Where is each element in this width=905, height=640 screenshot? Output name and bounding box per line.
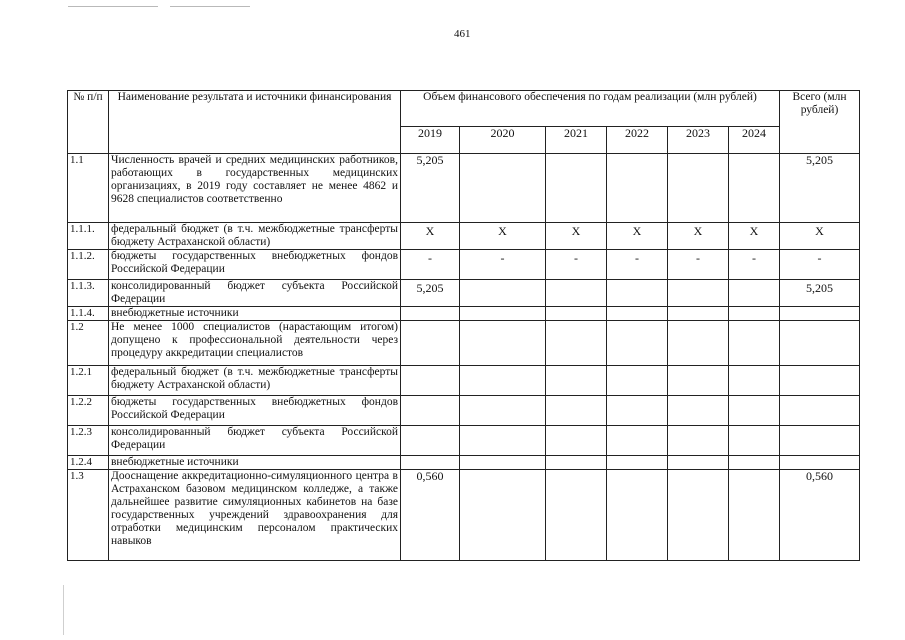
year-value-cell: X xyxy=(729,223,780,250)
year-value-cell xyxy=(607,154,668,223)
header-name: Наименование результата и источники финансирования xyxy=(109,91,401,154)
year-value-cell xyxy=(668,366,729,396)
total-value-cell: - xyxy=(780,250,860,280)
year-value-cell xyxy=(546,456,607,470)
total-value-cell: 0,560 xyxy=(780,470,860,561)
year-value-cell xyxy=(460,456,546,470)
year-value-cell xyxy=(729,307,780,321)
year-value-cell: - xyxy=(401,250,460,280)
row-number: 1.1 xyxy=(68,154,109,223)
table-row xyxy=(68,366,860,396)
year-value-cell xyxy=(668,154,729,223)
table-row xyxy=(68,396,860,426)
row-name: федеральный бюджет (в т.ч. межбюджетные трансферты бюджету Астраханской области) xyxy=(109,223,401,250)
year-value-cell xyxy=(668,396,729,426)
year-value-cell xyxy=(729,456,780,470)
scan-artifact-line xyxy=(63,585,64,635)
year-value-cell xyxy=(401,396,460,426)
year-value-cell xyxy=(546,280,607,307)
header-year: 2024 xyxy=(729,127,780,154)
table-row xyxy=(68,223,860,250)
table-row xyxy=(68,321,860,366)
year-value-cell xyxy=(546,154,607,223)
year-value-cell xyxy=(607,426,668,456)
total-value-cell: 5,205 xyxy=(780,280,860,307)
year-value-cell xyxy=(460,470,546,561)
row-number: 1.2 xyxy=(68,321,109,366)
table-row xyxy=(68,154,860,223)
year-value-cell: X xyxy=(607,223,668,250)
year-value-cell xyxy=(729,366,780,396)
table-row xyxy=(68,426,860,456)
year-value-cell xyxy=(729,280,780,307)
year-value-cell xyxy=(668,426,729,456)
year-value-cell: X xyxy=(401,223,460,250)
scan-artifact-line xyxy=(68,6,158,7)
year-value-cell: - xyxy=(460,250,546,280)
year-value-cell xyxy=(546,307,607,321)
year-value-cell xyxy=(668,307,729,321)
header-years-group: Объем финансового обеспечения по годам реализации (млн рублей) xyxy=(401,91,780,127)
total-value-cell xyxy=(780,321,860,366)
total-value-cell xyxy=(780,396,860,426)
total-value-cell: 5,205 xyxy=(780,154,860,223)
row-number: 1.2.3 xyxy=(68,426,109,456)
year-value-cell: 5,205 xyxy=(401,154,460,223)
year-value-cell xyxy=(460,396,546,426)
header-year: 2022 xyxy=(607,127,668,154)
row-name: бюджеты государственных внебюджетных фондов Российской Федерации xyxy=(109,396,401,426)
row-name: внебюджетные источники xyxy=(109,307,401,321)
row-name: федеральный бюджет (в т.ч. межбюджетные трансферты бюджету Астраханской области) xyxy=(109,366,401,396)
table-row xyxy=(68,250,860,280)
table-row xyxy=(68,280,860,307)
row-number: 1.1.4. xyxy=(68,307,109,321)
year-value-cell xyxy=(401,307,460,321)
year-value-cell xyxy=(401,321,460,366)
total-value-cell xyxy=(780,426,860,456)
year-value-cell xyxy=(546,396,607,426)
row-name: консолидированный бюджет субъекта Российской Федерации xyxy=(109,426,401,456)
total-value-cell: X xyxy=(780,223,860,250)
row-name: Численность врачей и средних медицинских работников, работающих в государственных медицинских организациях, в 2019 году составляет не менее 4862 и 9628 специалистов соответственно xyxy=(109,154,401,223)
year-value-cell xyxy=(546,470,607,561)
year-value-cell xyxy=(546,321,607,366)
header-num: № п/п xyxy=(68,91,109,154)
year-value-cell xyxy=(460,366,546,396)
year-value-cell xyxy=(607,396,668,426)
header-year: 2021 xyxy=(546,127,607,154)
year-value-cell xyxy=(668,321,729,366)
row-number: 1.1.2. xyxy=(68,250,109,280)
year-value-cell xyxy=(607,307,668,321)
year-value-cell xyxy=(668,470,729,561)
row-name: Не менее 1000 специалистов (нарастающим итогом) допущено к профессиональной деятельности через процедуру аккредитации специалистов xyxy=(109,321,401,366)
row-number: 1.2.1 xyxy=(68,366,109,396)
year-value-cell xyxy=(607,366,668,396)
row-number: 1.1.3. xyxy=(68,280,109,307)
table-row xyxy=(68,470,860,561)
table-row xyxy=(68,456,860,470)
year-value-cell: - xyxy=(729,250,780,280)
year-value-cell: - xyxy=(668,250,729,280)
year-value-cell xyxy=(401,456,460,470)
year-value-cell: 0,560 xyxy=(401,470,460,561)
year-value-cell xyxy=(607,470,668,561)
table-row xyxy=(68,307,860,321)
total-value-cell xyxy=(780,456,860,470)
year-value-cell xyxy=(729,396,780,426)
year-value-cell xyxy=(460,321,546,366)
row-number: 1.3 xyxy=(68,470,109,561)
year-value-cell: 5,205 xyxy=(401,280,460,307)
page-number: 461 xyxy=(454,28,471,40)
row-number: 1.2.4 xyxy=(68,456,109,470)
year-value-cell xyxy=(546,366,607,396)
header-year: 2020 xyxy=(460,127,546,154)
row-name: внебюджетные источники xyxy=(109,456,401,470)
year-value-cell xyxy=(607,321,668,366)
year-value-cell: X xyxy=(546,223,607,250)
year-value-cell xyxy=(729,321,780,366)
year-value-cell xyxy=(729,426,780,456)
year-value-cell: - xyxy=(607,250,668,280)
row-name: Дооснащение аккредитационно-симуляционного центра в Астраханском базовом медицинском колледже, а также дальнейшее развитие симуляционных кабинетов на базе государственных учреждений здравоохранения для отработки медицинским персоналом практических навыков xyxy=(109,470,401,561)
year-value-cell xyxy=(607,280,668,307)
header-year: 2023 xyxy=(668,127,729,154)
row-name: бюджеты государственных внебюджетных фондов Российской Федерации xyxy=(109,250,401,280)
year-value-cell: - xyxy=(546,250,607,280)
header-total: Всего (млн рублей) xyxy=(780,91,860,154)
total-value-cell xyxy=(780,307,860,321)
year-value-cell xyxy=(729,470,780,561)
row-number: 1.2.2 xyxy=(68,396,109,426)
header-year: 2019 xyxy=(401,127,460,154)
year-value-cell xyxy=(546,426,607,456)
year-value-cell xyxy=(729,154,780,223)
year-value-cell xyxy=(401,426,460,456)
year-value-cell xyxy=(401,366,460,396)
year-value-cell xyxy=(668,280,729,307)
year-value-cell xyxy=(460,280,546,307)
year-value-cell xyxy=(460,426,546,456)
year-value-cell: X xyxy=(668,223,729,250)
total-value-cell xyxy=(780,366,860,396)
year-value-cell xyxy=(668,456,729,470)
year-value-cell xyxy=(460,307,546,321)
year-value-cell xyxy=(607,456,668,470)
row-number: 1.1.1. xyxy=(68,223,109,250)
year-value-cell: X xyxy=(460,223,546,250)
row-name: консолидированный бюджет субъекта Российской Федерации xyxy=(109,280,401,307)
funding-table xyxy=(67,90,860,561)
year-value-cell xyxy=(460,154,546,223)
scan-artifact-line xyxy=(170,6,250,7)
